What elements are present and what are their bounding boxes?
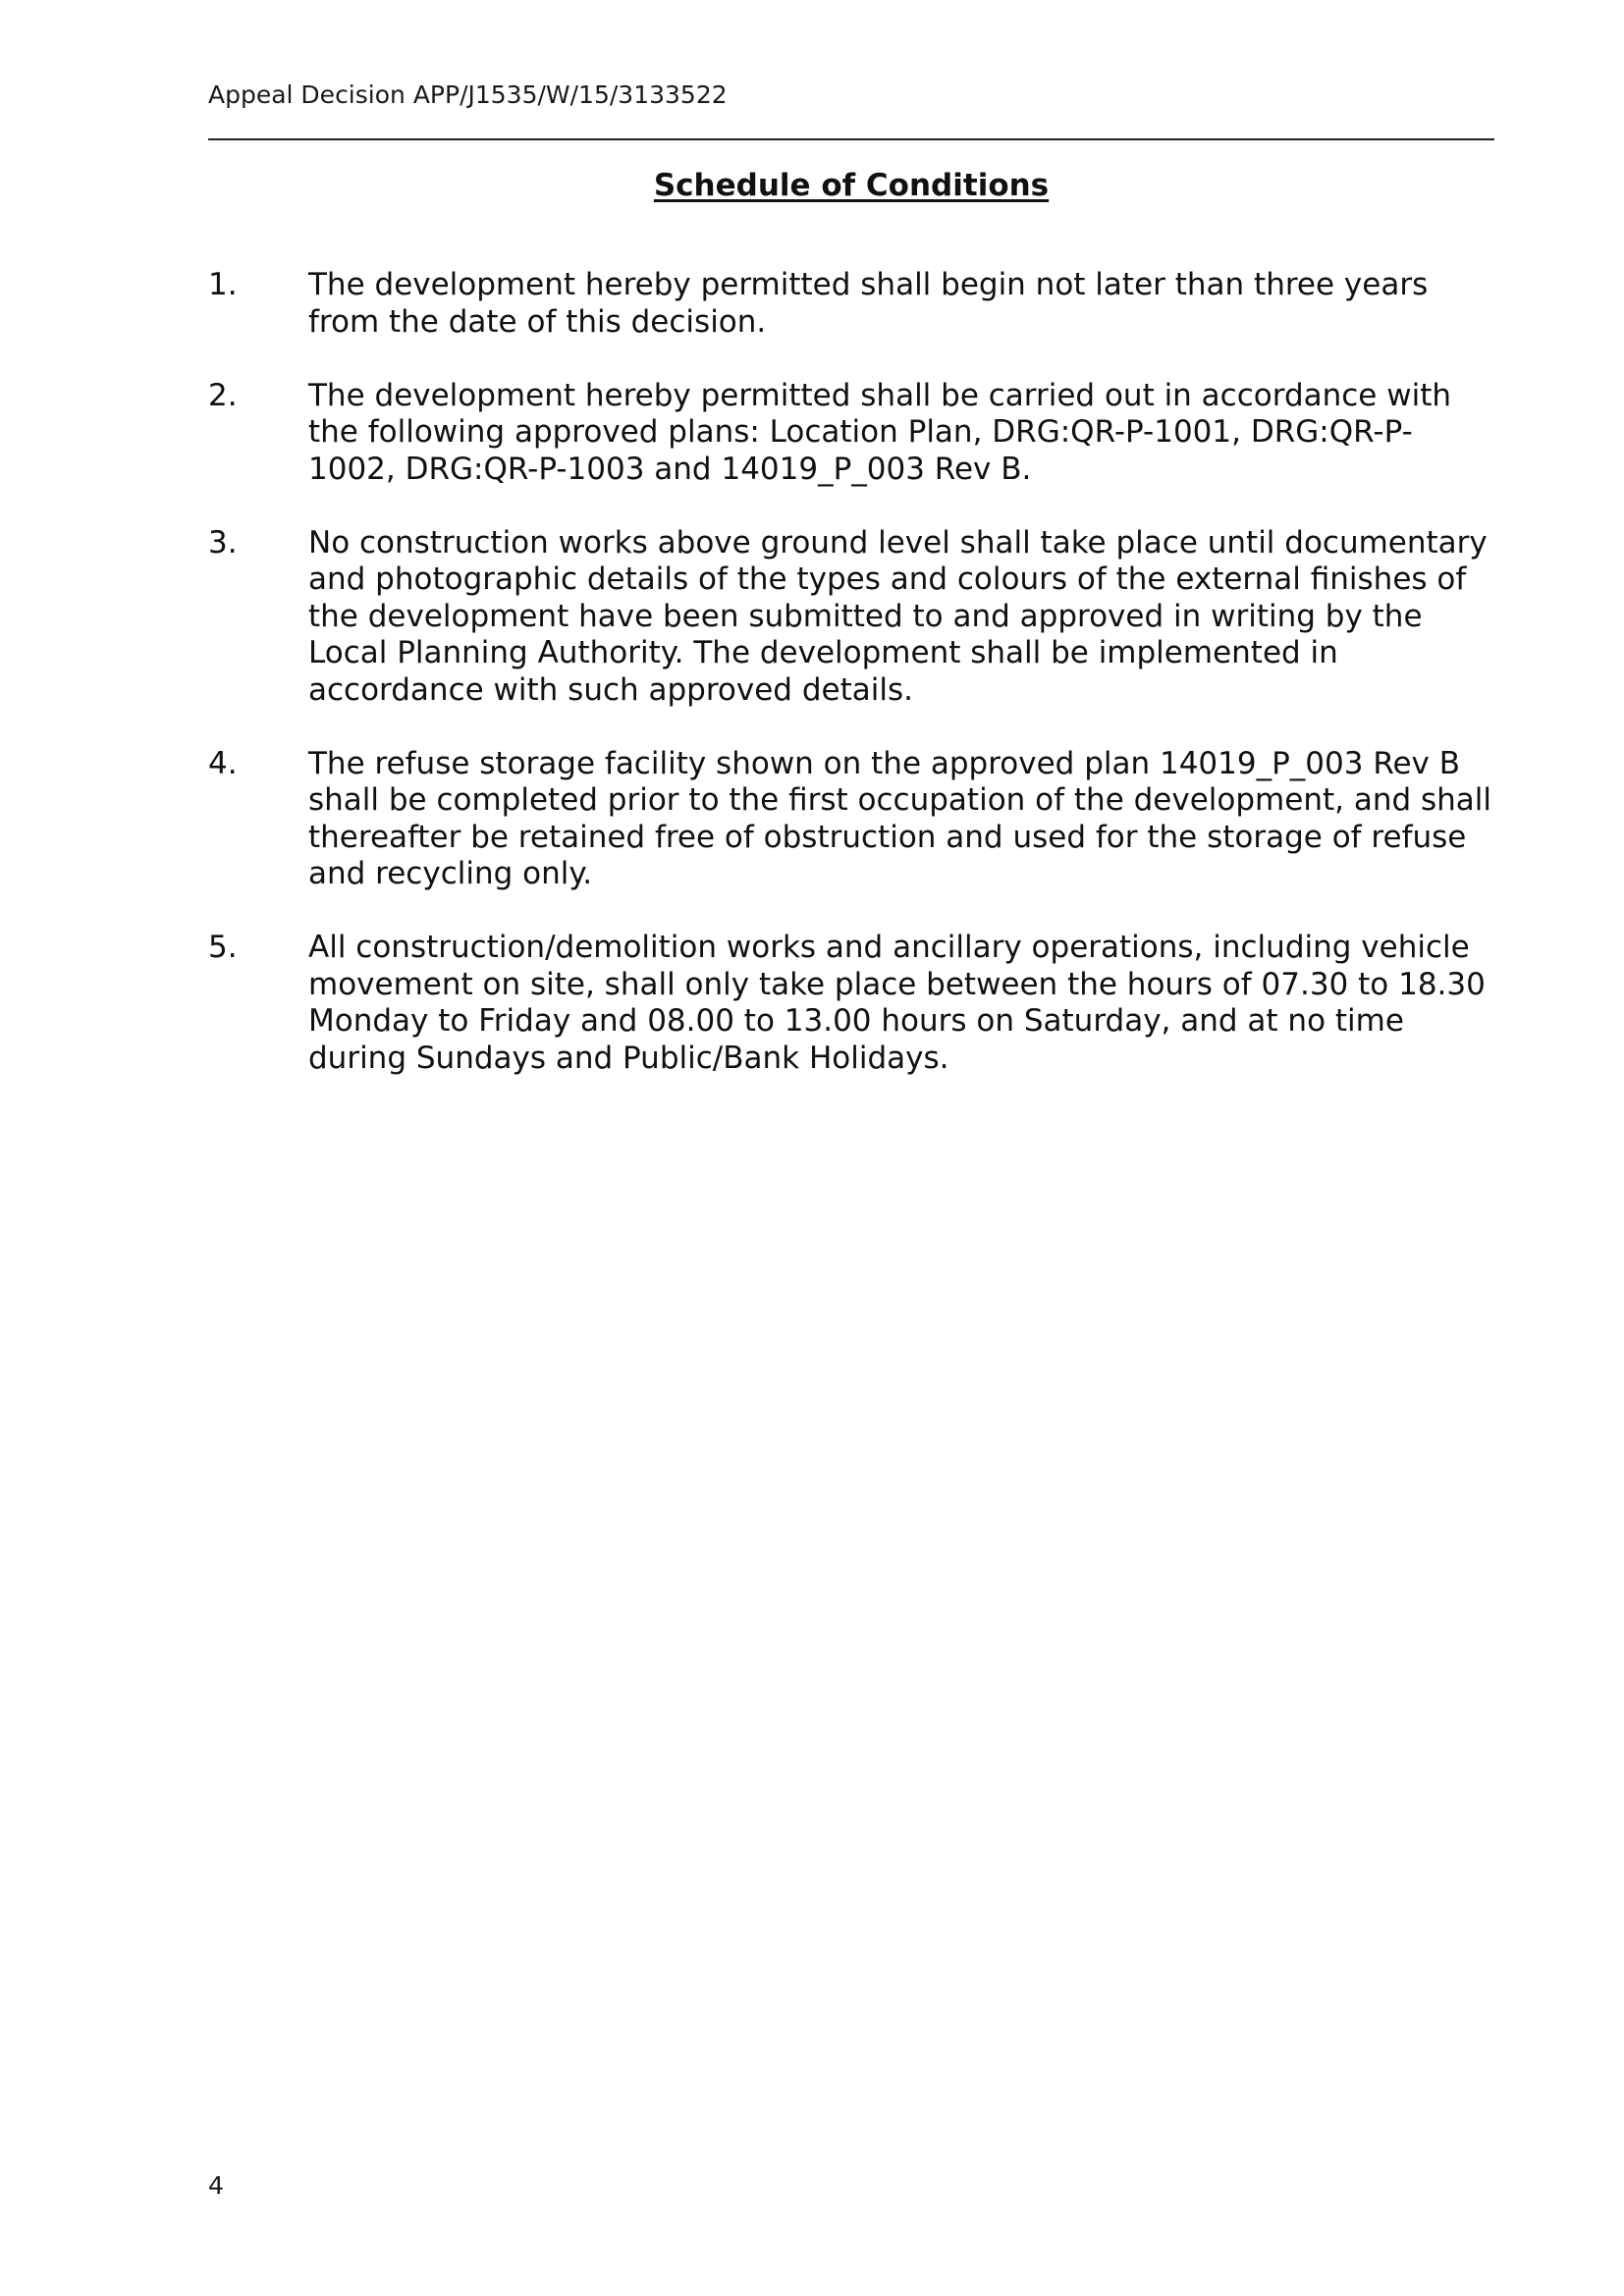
condition-line: 1002, DRG:QR-P-1003 and 14019_P_003 Rev B. xyxy=(308,451,1032,487)
condition-line: shall be completed prior to the first occupation of the development, and shall xyxy=(308,782,1492,818)
condition-line: and recycling only. xyxy=(308,856,593,891)
condition-number: 1. xyxy=(208,267,238,302)
condition-line: The development hereby permitted shall begin not later than three years xyxy=(308,267,1429,302)
condition-line: thereafter be retained free of obstruction and used for the storage of refuse xyxy=(308,819,1467,855)
condition-item xyxy=(208,746,1514,893)
condition-text xyxy=(308,746,1514,893)
condition-number: 3. xyxy=(208,524,238,561)
condition-text xyxy=(308,930,1514,1077)
condition-number: 2. xyxy=(208,377,238,413)
condition-number: 5. xyxy=(208,930,238,965)
condition-text xyxy=(308,267,1514,341)
condition-item xyxy=(208,267,1514,341)
header-divider xyxy=(208,138,1494,140)
condition-line: Monday to Friday and 08.00 to 13.00 hours on Saturday, and at no time xyxy=(308,1003,1404,1039)
condition-line: the development have been submitted to and approved in writing by the xyxy=(308,598,1423,634)
condition-text xyxy=(308,378,1514,489)
condition-line: The development hereby permitted shall be carried out in accordance with xyxy=(308,377,1451,413)
condition-text xyxy=(308,525,1514,710)
condition-line: during Sundays and Public/Bank Holidays. xyxy=(308,1040,949,1076)
schedule-title: Schedule of Conditions xyxy=(653,168,1050,203)
conditions-list xyxy=(208,267,1514,1114)
condition-line: from the date of this decision. xyxy=(308,303,767,340)
condition-number: 4. xyxy=(208,745,238,781)
condition-item xyxy=(208,378,1514,489)
condition-item xyxy=(208,930,1514,1077)
running-header: Appeal Decision APP/J1535/W/15/3133522 xyxy=(208,80,728,109)
condition-line: the following approved plans: Location Plan, DRG:QR-P-1001, DRG:QR-P- xyxy=(308,414,1413,450)
condition-line: accordance with such approved details. xyxy=(308,671,913,708)
page-number: 4 xyxy=(208,2171,224,2200)
condition-line: Local Planning Authority. The development shall be implemented in xyxy=(308,635,1338,670)
condition-line: No construction works above ground level shall take place until documentary xyxy=(308,524,1488,561)
condition-item xyxy=(208,525,1514,710)
condition-line: The refuse storage facility shown on the approved plan 14019_P_003 Rev B xyxy=(308,745,1461,781)
condition-line: and photographic details of the types and colours of the external finishes of xyxy=(308,561,1467,597)
condition-line: movement on site, shall only take place between the hours of 07.30 to 18.30 xyxy=(308,966,1486,1002)
condition-line: All construction/demolition works and ancillary operations, including vehicle xyxy=(308,930,1470,965)
